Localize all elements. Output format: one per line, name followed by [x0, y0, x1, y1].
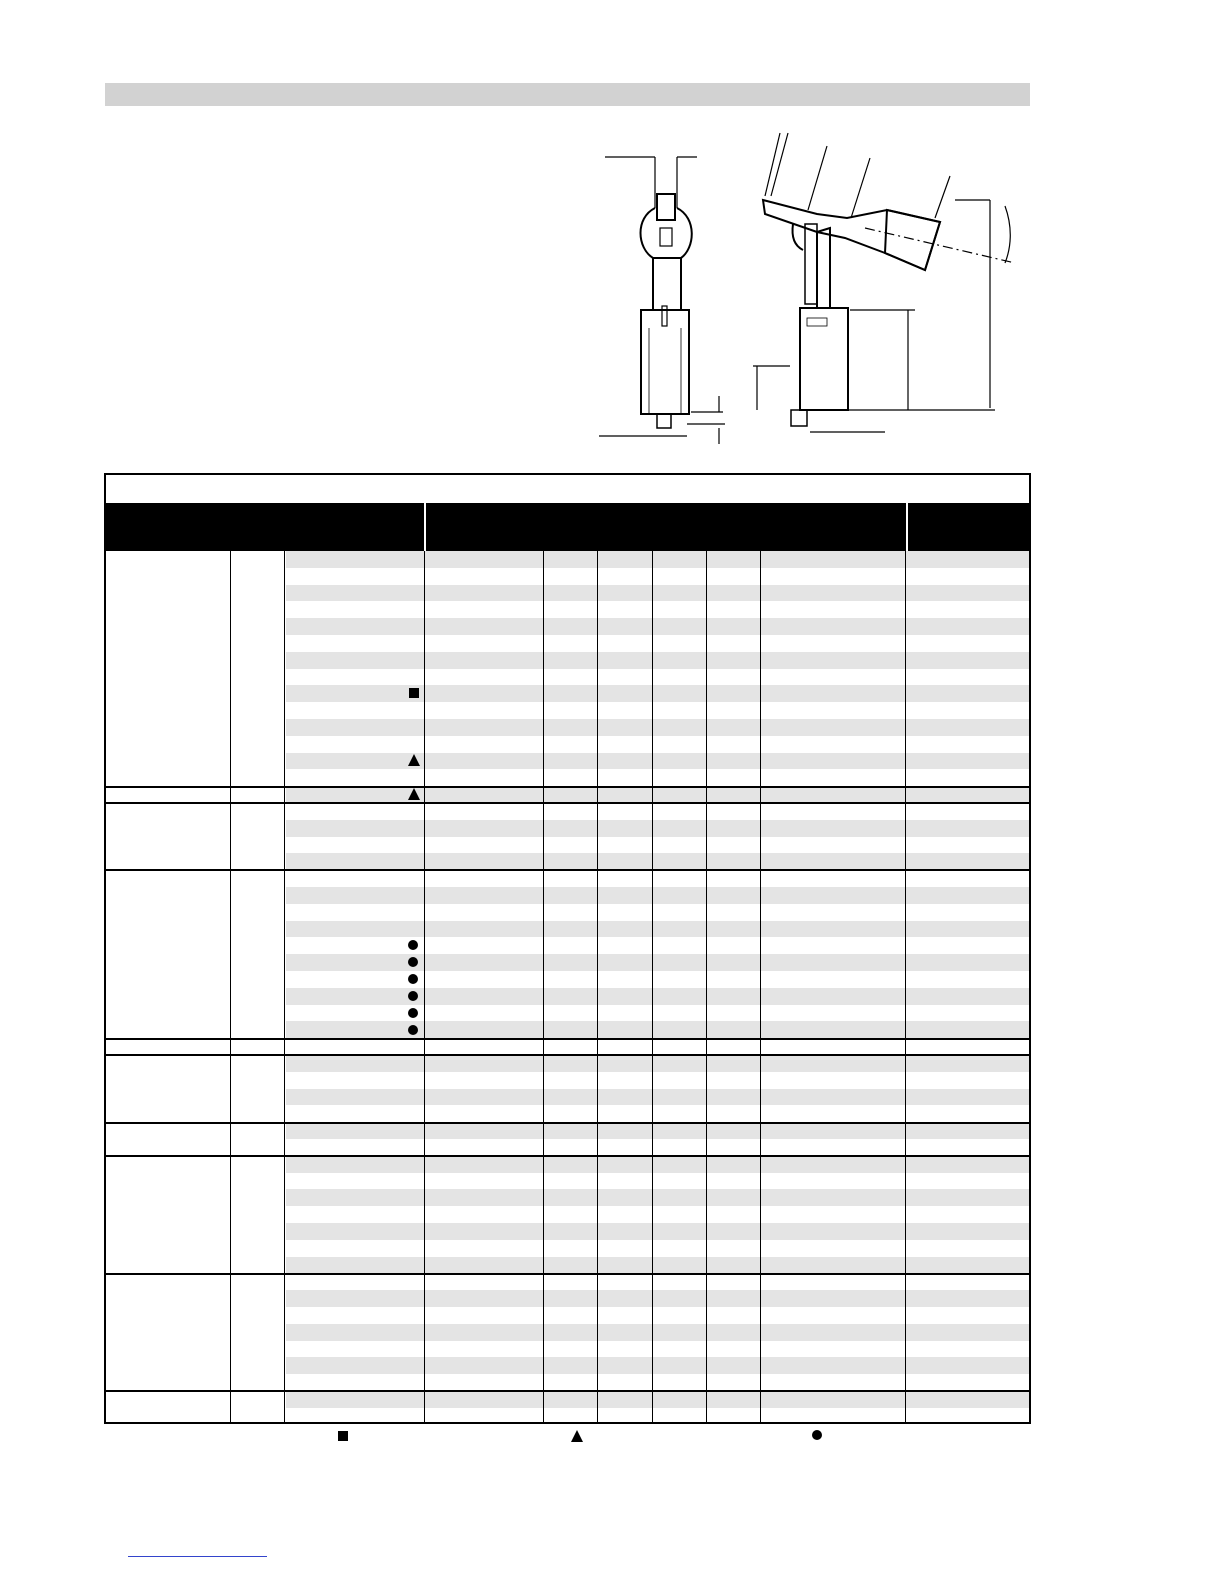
table-row	[286, 585, 1029, 602]
triangle-marker-icon	[571, 1430, 583, 1442]
group-divider	[106, 1273, 1029, 1275]
column-divider	[597, 551, 598, 1422]
circle-marker-icon	[408, 974, 418, 984]
circle-marker-icon	[408, 1008, 418, 1018]
column-divider	[424, 551, 425, 1422]
table-row	[286, 1089, 1029, 1106]
table-row	[286, 1122, 1029, 1139]
table-row	[286, 1391, 1029, 1408]
table-header-group-3	[908, 503, 1029, 551]
group-divider	[106, 1155, 1029, 1157]
group-divider	[106, 869, 1029, 871]
table-row	[286, 988, 1029, 1005]
table-row	[286, 652, 1029, 669]
triangle-marker-icon	[408, 754, 420, 766]
column-divider	[230, 551, 231, 1422]
circle-marker-icon	[812, 1430, 822, 1440]
table-row	[286, 786, 1029, 803]
table-row	[286, 1357, 1029, 1374]
table-row	[286, 1055, 1029, 1072]
circle-marker-icon	[408, 1025, 418, 1035]
circle-marker-icon	[408, 991, 418, 1001]
group-divider	[106, 802, 1029, 804]
legend-row	[0, 1428, 1224, 1448]
table-row	[286, 1021, 1029, 1038]
group-divider	[106, 786, 1029, 788]
side-view-drawing	[753, 133, 1015, 432]
column-divider	[760, 551, 761, 1422]
table-row	[286, 719, 1029, 736]
table-row	[286, 551, 1029, 568]
table-row	[286, 1156, 1029, 1173]
table-row	[286, 921, 1029, 938]
circle-marker-icon	[408, 957, 418, 967]
table-row	[286, 853, 1029, 870]
table-row	[286, 1324, 1029, 1341]
table-header-group-1	[106, 503, 424, 551]
table-row	[286, 1223, 1029, 1240]
table-row	[286, 820, 1029, 837]
column-divider	[284, 551, 285, 1422]
table-row	[286, 618, 1029, 635]
group-divider	[106, 1054, 1029, 1056]
column-divider	[706, 551, 707, 1422]
table-row	[286, 887, 1029, 904]
group-divider	[106, 1038, 1029, 1040]
group-divider	[106, 1122, 1029, 1124]
table-row	[286, 1189, 1029, 1206]
column-divider	[543, 551, 544, 1422]
footer-link-underline	[128, 1556, 267, 1557]
specification-table	[104, 473, 1031, 1424]
tool-dimension-drawing	[595, 128, 1035, 450]
table-row	[286, 753, 1029, 770]
table-title-row	[106, 475, 1029, 503]
section-header-bar	[105, 83, 1030, 106]
table-row	[286, 1290, 1029, 1307]
table-row	[286, 685, 1029, 702]
table-row	[286, 1257, 1029, 1274]
square-marker-icon	[338, 1431, 348, 1441]
table-header-group-2	[426, 503, 906, 551]
circle-marker-icon	[408, 940, 418, 950]
column-divider	[652, 551, 653, 1422]
square-marker-icon	[409, 688, 419, 698]
triangle-marker-icon	[408, 788, 420, 800]
table-row	[286, 954, 1029, 971]
group-divider	[106, 1390, 1029, 1392]
column-divider	[905, 551, 906, 1422]
front-view-drawing	[599, 157, 725, 444]
